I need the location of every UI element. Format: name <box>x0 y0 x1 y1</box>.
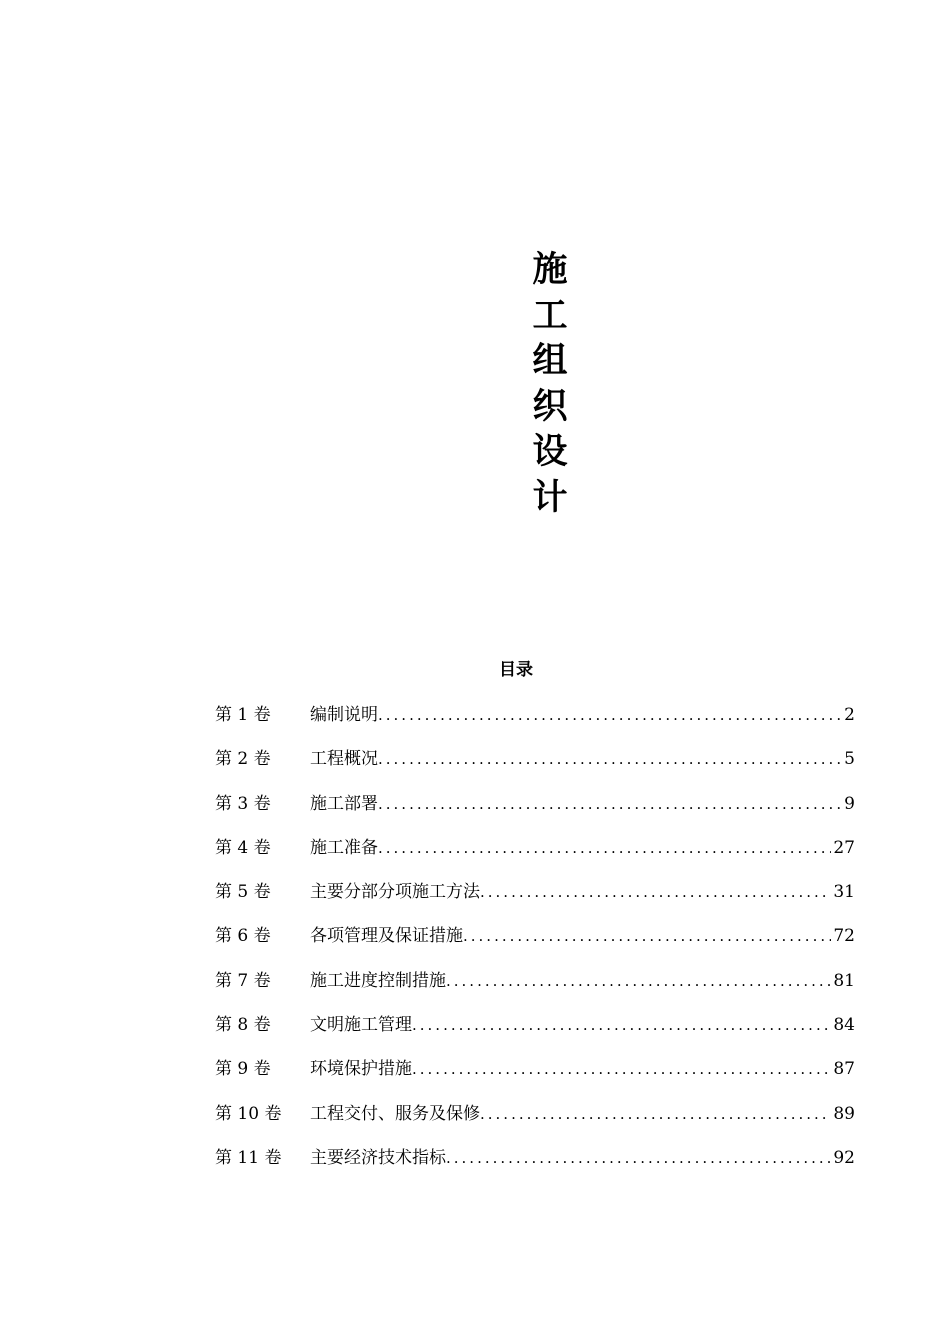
toc-entry-title: 文明施工管理 <box>310 1015 412 1036</box>
toc-dot-leader <box>463 923 831 949</box>
toc-entry[interactable] <box>215 1056 855 1100</box>
toc-entry[interactable] <box>215 879 855 923</box>
toc-entry[interactable] <box>215 923 855 967</box>
toc-volume-number: 第 3 卷 <box>215 793 271 814</box>
toc-page-number: 9 <box>844 793 855 814</box>
toc-entry[interactable] <box>215 1145 855 1189</box>
toc-dot-leader <box>480 1101 831 1127</box>
toc-volume-number: 第 6 卷 <box>215 926 271 947</box>
toc-dot-leader <box>446 968 831 994</box>
toc-page-number: 87 <box>833 1059 855 1080</box>
toc-volume-number: 第 10 卷 <box>215 1103 282 1124</box>
title-char: 施 <box>532 250 568 290</box>
toc-page-number: 81 <box>833 970 855 991</box>
toc-volume-number: 第 5 卷 <box>215 882 271 903</box>
toc-volume-number: 第 1 卷 <box>215 705 271 725</box>
toc-page-number: 27 <box>833 837 855 858</box>
toc-page-number: 84 <box>833 1015 855 1036</box>
toc-dot-leader <box>378 791 842 817</box>
toc-entry-title: 施工进度控制措施 <box>310 970 446 991</box>
title-char: 织 <box>532 386 568 427</box>
toc-entry-title: 施工部署 <box>310 793 378 814</box>
toc-entry-title: 主要分部分项施工方法 <box>310 882 480 903</box>
toc-dot-leader <box>378 746 842 772</box>
title-char: 计 <box>532 477 568 518</box>
toc-entry-title: 工程交付、服务及保修 <box>310 1103 480 1124</box>
toc-entry-title: 工程概况 <box>310 749 378 770</box>
toc-entry-title: 环境保护措施 <box>310 1059 412 1080</box>
toc-entry[interactable] <box>215 835 855 879</box>
toc-page-number: 89 <box>833 1103 855 1124</box>
title-char: 工 <box>532 295 568 336</box>
toc-page-number: 2 <box>844 705 855 725</box>
toc-volume-number: 第 4 卷 <box>215 837 271 858</box>
toc-entry-title: 主要经济技术指标 <box>310 1147 446 1168</box>
toc-dot-leader <box>446 1145 831 1171</box>
toc-dot-leader <box>412 1056 831 1082</box>
toc-entry[interactable] <box>215 791 855 835</box>
toc-heading: 目录 <box>499 660 533 680</box>
title-char: 组 <box>532 341 568 382</box>
toc-entry[interactable] <box>215 968 855 1012</box>
toc-entry-title: 编制说明 <box>310 705 378 725</box>
toc-dot-leader <box>378 702 842 728</box>
toc-dot-leader <box>412 1012 831 1038</box>
toc-volume-number: 第 2 卷 <box>215 749 271 770</box>
toc-dot-leader <box>378 835 831 861</box>
toc-volume-number: 第 9 卷 <box>215 1059 271 1080</box>
toc-page-number: 72 <box>833 926 855 947</box>
document-title <box>528 248 576 522</box>
toc-entry[interactable] <box>215 746 855 790</box>
toc-page-number: 5 <box>844 749 855 770</box>
toc-volume-number: 第 7 卷 <box>215 970 271 991</box>
toc-volume-number: 第 11 卷 <box>215 1147 282 1168</box>
table-of-contents <box>215 702 855 1189</box>
toc-entry[interactable] <box>215 702 855 746</box>
toc-entry-title: 施工准备 <box>310 837 378 858</box>
toc-page-number: 92 <box>833 1147 855 1168</box>
toc-volume-number: 第 8 卷 <box>215 1015 271 1036</box>
toc-entry[interactable] <box>215 1101 855 1145</box>
toc-dot-leader <box>480 879 831 905</box>
toc-page-number: 31 <box>833 882 855 903</box>
toc-entry[interactable] <box>215 1012 855 1056</box>
toc-entry-title: 各项管理及保证措施 <box>310 926 463 947</box>
title-char: 设 <box>532 432 568 473</box>
